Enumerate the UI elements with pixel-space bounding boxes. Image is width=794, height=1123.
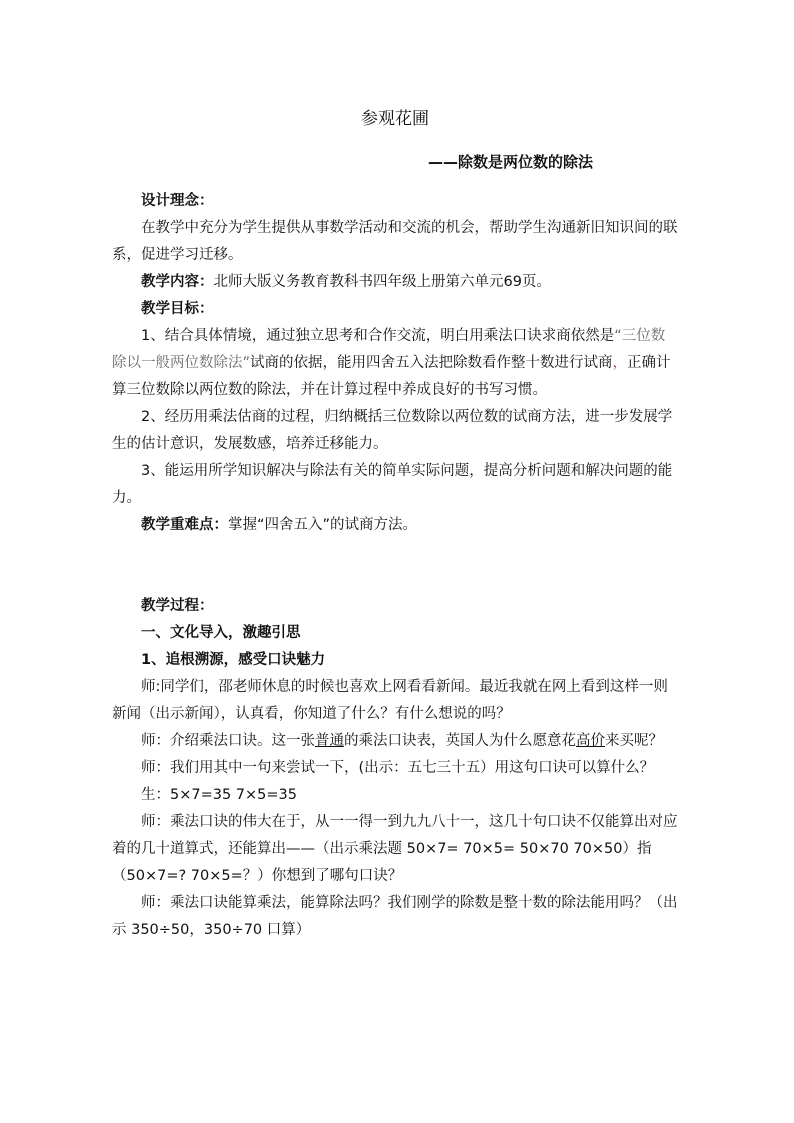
document-page <box>112 104 678 944</box>
key-text: 掌握“四舍五入”的试商方法。 <box>228 517 418 533</box>
goal-2: 2、经历用乘法估商的过程，归纳概括三位数除以两位数的试商方法，进一步发展学生的估计意识，发展数感，培养迁移能力。 <box>112 409 673 452</box>
content-label: 教学内容： <box>141 274 214 290</box>
key-label: 教学重难点： <box>141 517 228 533</box>
paragraph-4: 生：5×7=35 7×5=35 <box>141 787 298 803</box>
paragraph-2-part-c: 的乘法口诀表，英国人为什么愿意花 <box>344 733 576 749</box>
spacer <box>112 539 678 593</box>
goal-1 <box>112 323 678 404</box>
paragraph-2-underline-2: 高价 <box>576 733 605 749</box>
process-label: 教学过程： <box>141 598 214 614</box>
design-text: 在教学中充分为学生提供从事数学活动和交流的机会，帮助学生沟通新旧知识间的联系，促进学习迁移。 <box>112 220 678 263</box>
goal-3: 3、能运用所学知识解决与除法有关的简单实际问题，提高分析问题和解决问题的能力。 <box>112 463 673 506</box>
goal-1-part-a: 1、结合具体情境，通过独立思考和合作交流，明白用乘法口诀求商依然是 <box>141 328 615 344</box>
goal-1-part-b: “三位数除以一般两位数除法” <box>112 328 666 371</box>
paragraph-2-part-e: 来买呢？ <box>605 733 663 749</box>
design-label: 设计理念： <box>141 193 214 209</box>
paragraph-2-part-a: 师：介绍乘法口诀。这一张 <box>141 733 315 749</box>
paragraph-2-underline-1: 普通 <box>315 733 344 749</box>
goals-label: 教学目标： <box>141 301 214 317</box>
paragraph-3: 师：我们用其中一句来尝试一下，(出示：五七三十五）用这句口诀可以算什么？ <box>141 760 655 776</box>
paragraph-5: 师：乘法口诀的伟大在于，从一一得一到九九八十一，这几十句口诀不仅能算出对应着的几十道算式，还能算出——（出示乘法题 50×7= 70×5= 50×70 70×50）指（50×7=? 70×5=？）你想到了哪句口诀？ <box>112 814 678 884</box>
part-1-subtitle: 1、追根溯源，感受口诀魅力 <box>141 652 326 668</box>
content-text: 北师大版义务教育教科书四年级上册第六单元69页。 <box>213 274 551 290</box>
page-subtitle: ——除数是两位数的除法 <box>427 153 593 171</box>
goal-1-part-d: ， <box>612 355 628 371</box>
part-1-title: 一、文化导入，激趣引思 <box>141 625 301 641</box>
paragraph-1: 师:同学们，邵老师休息的时候也喜欢上网看看新闻。最近我就在网上看到这样一则新闻（出示新闻），认真看，你知道了什么？有什么想说的吗？ <box>112 679 668 722</box>
key-paragraph <box>112 512 678 539</box>
content-paragraph <box>112 269 678 296</box>
goal-1-part-e: 正确计算三位数除以两位数的除法，并在计算过程中养成良好的书写习惯。 <box>112 355 671 398</box>
paragraph-2 <box>112 728 678 755</box>
paragraph-6: 师：乘法口诀能算乘法，能算除法吗？我们刚学的除数是整十数的除法能用吗？（出示 350÷50，350÷70 口算） <box>112 895 678 938</box>
page-title: 参观花圃 <box>361 109 429 129</box>
goal-1-part-c: 试商的依据，能用四舍五入法把除数看作整十数进行试商 <box>250 355 613 371</box>
